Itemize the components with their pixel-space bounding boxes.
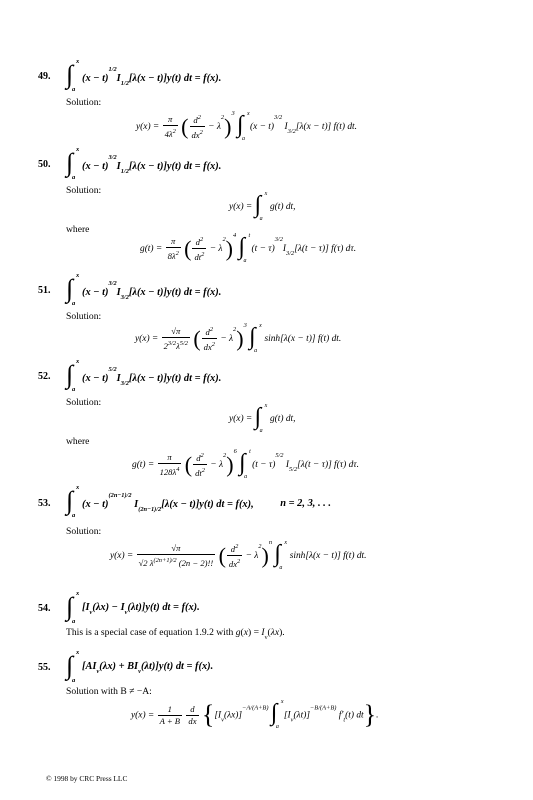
integral-sign: ∫ x a bbox=[66, 58, 80, 93]
integral-equation: ∫ x a $(x - t)^{3/2}I_{1/2}[\lambda(x - t)]y(t)$ dt = f(x). bbox=[66, 146, 222, 181]
g-formula: g(t) = $\frac{\pi}{128\lambda^4}$ ( $\frac{d^2}{dt^2}$ − $\lambda^2)^6$ ∫ t a $(t - \tau)^{5/2}$ $I_{5/2}[\lambda(t - \tau)]$ f(τ) dτ. bbox=[132, 448, 359, 480]
integral-equation: ∫ x a $(x - t)^{(2n-1)/2}$ $I_{(2n-1)/2}[\lambda(x - t)]y(t)$ dt = f(x), n = 2, 3, . . . bbox=[66, 484, 331, 519]
where-label: where bbox=[66, 436, 90, 447]
equation-number: 50. bbox=[38, 159, 51, 170]
solution-formula: y(x) = $\frac{1}{A + B}$ $\frac{d}{dx}$ {$[I_\nu(\lambda x)]^{-A/(A+B)}$ ∫ x a $[I_\nu(\lambda t)]^{-B/(A+B)}$ $f'_t(t)$ dt}. bbox=[131, 699, 379, 731]
solution-label: Solution: bbox=[66, 185, 102, 196]
solution-formula: y(x) = $\frac{\pi}{4\lambda^2}$ ( $\frac{d^2}{dx^2}$ − $\lambda^2)^3$ ∫ x a $(x - t)^{3/2}$ $I_{3/2}[\lambda(x - t)]$ f(t) dt. bbox=[136, 110, 357, 142]
integral-sign: ∫ x a bbox=[66, 590, 80, 625]
equation-number: 51. bbox=[38, 285, 51, 296]
solution-formula: y(x) = ∫ x a g(t) dt, bbox=[229, 403, 296, 434]
equation-number: 55. bbox=[38, 662, 51, 673]
integral-equation: ∫ x a $(x - t)^{5/2}I_{3/2}[\lambda(x - t)]y(t)$ dt = f(x). bbox=[66, 358, 222, 393]
solution-formula: y(x) = $\frac{√\pi}{2^{3/2}\lambda^{5/2}}$ ( $\frac{d^2}{dx^2}$ − $\lambda^2)^3$ ∫ x a sinh[λ(x − t)] f(t) dt. bbox=[135, 322, 342, 354]
equation-number: 54. bbox=[38, 603, 51, 614]
solution-formula: y(x) = $\frac{√\pi}{√2 \lambda^{(2n+1)/2} (2n - 2)!!}$ ( $\frac{d^2}{dx^2}$ − $\lambda^2)^n$ ∫ x a sinh[λ(x − t)] f(t) dt. bbox=[110, 539, 367, 571]
equation-number: 49. bbox=[38, 71, 51, 82]
integral-sign: ∫ x a bbox=[66, 358, 80, 393]
integral-sign: ∫ x a bbox=[66, 272, 80, 307]
integral-sign: ∫ x a bbox=[66, 146, 80, 181]
equation-number: 53. bbox=[38, 498, 51, 509]
integral-sign: ∫ x a bbox=[66, 649, 80, 684]
note-text: This is a special case of equation 1.9.2 with $g(x) = I_\nu(\lambda x)$. bbox=[66, 627, 285, 641]
n-range: n = 2, 3, . . . bbox=[280, 497, 331, 509]
where-label: where bbox=[66, 224, 90, 235]
integral-equation: ∫ x a $[AI_\nu(\lambda x) + BI_\nu(\lambda t)]y(t)$ dt = f(x). bbox=[66, 649, 214, 684]
integral-equation: ∫ x a $(x - t)^{1/2}I_{1/2}[\lambda(x - t)]y(t)$ dt = f(x). bbox=[66, 58, 222, 93]
g-formula: g(t) = $\frac{\pi}{8\lambda^2}$ ( $\frac{d^2}{dt^2}$ − $\lambda^2)^4$ ∫ t a $(t - \tau)^{3/2}I_{3/2}[\lambda(t - \tau)]$ f(τ) dτ. bbox=[140, 232, 357, 264]
solution-formula: y(x) = ∫ x a g(t) dt, bbox=[229, 191, 296, 222]
integral-equation: ∫ x a $(x - t)^{3/2}I_{3/2}[\lambda(x - t)]y(t)$ dt = f(x). bbox=[66, 272, 222, 307]
copyright-footer: © 1998 by CRC Press LLC bbox=[46, 774, 128, 783]
solution-label: Solution: bbox=[66, 97, 102, 108]
solution-label: Solution with B ≠ −A: bbox=[66, 686, 152, 697]
solution-label: Solution: bbox=[66, 397, 102, 408]
solution-label: Solution: bbox=[66, 526, 102, 537]
equation-number: 52. bbox=[38, 371, 51, 382]
solution-label: Solution: bbox=[66, 311, 102, 322]
integral-equation: ∫ x a $[I_\nu(\lambda x) - I_\nu(\lambda t)]y(t)$ dt = f(x). bbox=[66, 590, 200, 625]
integral-sign: ∫ x a bbox=[66, 484, 80, 519]
